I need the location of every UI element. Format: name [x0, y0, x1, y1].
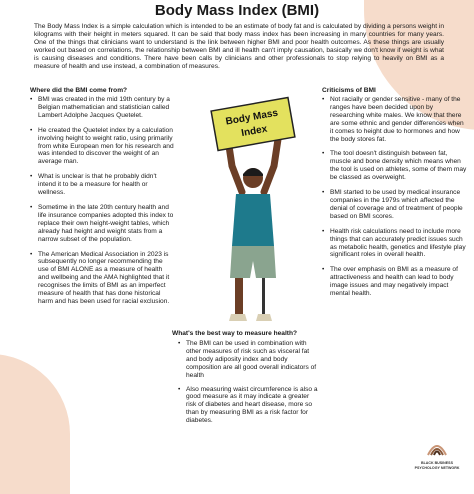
left-bullet-item: • He created the Quetelet index by a calculation involving height to weight ratio, using primarily from white European men for his research and was intended to discover the weight of an average man.	[30, 127, 174, 167]
right-bullet-item: • The over emphasis on BMI as a measure of attractiveness and health can lead to body image issues and may negatively impact mental health.	[322, 266, 468, 298]
logo-arches-icon	[426, 440, 448, 456]
right-bullet-item: • Not racially or gender sensitive - many of the ranges have been decided upon by researching white males. We know that there are some ethnic and gender differences when it comes to height due to hormones and how the body stores fat.	[322, 96, 468, 143]
sign-text-line-2: Index	[240, 123, 269, 140]
left-shoe	[229, 314, 247, 321]
bmi-sign	[211, 98, 295, 151]
sign-text-line-1: Body Mass	[224, 107, 279, 128]
middle-section-heading: What's the best way to measure health?	[172, 330, 298, 337]
left-bullet-item: • Sometime in the late 20th century health and life insurance companies adopted this index to replace their own height-weight tables, which already had height and weight stats from a narrow subset of the population.	[30, 204, 174, 244]
shorts	[230, 246, 276, 278]
left-section-heading: Where did the BMI come from?	[30, 87, 128, 94]
left-bullet-item: • The American Medical Association in 2023 is subsequently no longer recommending the use of BMI ALONE as a measure of health and wellbeing and the AMA highlighted that it recognises the limits of BMI as an imperfect measure of health that has done historical harm and has been used for racial exclusion.	[30, 251, 174, 306]
hair	[243, 168, 263, 176]
shirt	[232, 194, 274, 246]
right-bullet-item: • BMI started to be used by medical insurance companies in the 1979s which affected the denial of coverage and of treatment of people based on BMI scores.	[322, 189, 468, 221]
left-leg	[235, 278, 243, 314]
left-bullet-item: • BMI was created in the mid 19th century by a Belgian mathematician and statistician called Lambert Adolphe Jacques Quetelet.	[30, 96, 174, 120]
bbpn-logo	[408, 440, 466, 470]
left-bullet-list	[30, 96, 174, 313]
middle-bullet-list	[178, 340, 320, 431]
right-shoe	[256, 314, 272, 321]
middle-bullet-item: • Also measuring waist circumference is also a good measure as it may indicate a greater risk of diabetes and heart disease, more so than by measuring BMI as a risk factor for diabetes.	[178, 386, 320, 426]
person-holding-sign-illustration	[198, 96, 308, 326]
intro-paragraph: The Body Mass Index is a simple calculation which is intended to be an estimate of body fat and is calculated by dividing a persons weight in kilograms with their height in meters squared. It can be said that body mass index has been increasing in many countries for many years. One of the things that clinicians want to understand is the link between higher BMI and poor health outcomes. As these things are usually worked out based on correlations, the relationship between BMI and ill health can't imply causation, basically we don't know if weight is what is causing diseases and conditions. There have been calls by clinicians and other professionals to stop relying to heavily on BMI as a measure of health and use instead, a combination of measures.	[34, 23, 444, 70]
prosthetic-leg	[262, 278, 265, 314]
middle-bullet-item: • The BMI can be used in combination with other measures of risk such as visceral fat and body adiposity index and body composition are all good overall indicators of health	[178, 340, 320, 380]
right-section-heading: Criticisms of BMI	[322, 87, 376, 94]
decorative-blob-bottom-left	[0, 354, 70, 494]
right-bullet-item: • The tool doesn't distinguish between fat, muscle and bone density which means when the tool is used on athletes, some of them may be classed as overweight.	[322, 150, 468, 182]
left-bullet-item: • What is unclear is that he probably didn't intend it to be a measure for health or wellness.	[30, 173, 174, 197]
logo-text: BLACK BUSINESS PSYCHOLOGY NETWORK	[414, 461, 460, 470]
right-bullet-list	[322, 96, 468, 305]
right-bullet-item: • Health risk calculations need to include more things that can accurately predict issues such as metabolic health, genetics and lifestyle play significant roles in overall health.	[322, 228, 468, 260]
page-title: Body Mass Index (BMI)	[154, 2, 320, 19]
